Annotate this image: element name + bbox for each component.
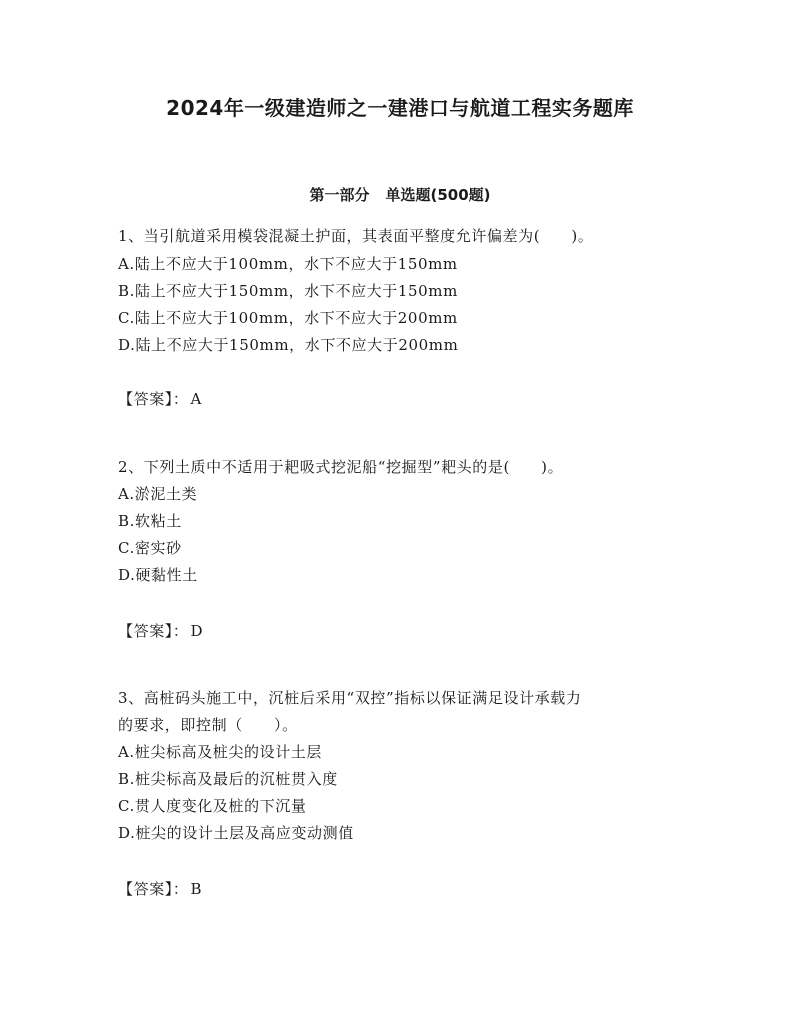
question-stem-line-1: 3、高桩码头施工中，沉桩后采用“双控”指标以保证满足设计承载力 [118,689,582,707]
option-c: C.陆上不应大于100mm，水下不应大于200mm [118,309,458,327]
option-a: A.桩尖标高及桩尖的设计土层 [118,743,323,761]
option-b: B.桩尖标高及最后的沉桩贯入度 [118,770,338,788]
answer-label: 【答案】： [118,880,189,898]
option-b: B.陆上不应大于150mm，水下不应大于150mm [118,282,458,300]
answer-line [118,388,688,410]
option-d: D.硬黏性土 [118,566,198,584]
section-heading [0,184,800,206]
answer-line [118,878,688,900]
answer-value: B [190,880,203,898]
answer-value: D [190,622,204,640]
answer-line [118,620,688,642]
question-stem: 2、下列土质中不适用于耙吸式挖泥船“挖掘型”耙头的是( )。 [118,458,564,476]
option-b: B.软粘土 [118,512,182,530]
option-d: D.桩尖的设计土层及高应变动测值 [118,824,354,842]
option-c: C.密实砂 [118,539,182,557]
answer-label: 【答案】： [118,390,189,408]
option-c: C.贯人度变化及桩的下沉量 [118,797,307,815]
question-stem: 1、当引航道采用模袋混凝土护面，其表面平整度允许偏差为( )。 [118,227,594,245]
section-part: 第一部分 [309,186,370,204]
option-d: D.陆上不应大于150mm，水下不应大于200mm [118,336,459,354]
answer-label: 【答案】： [118,622,189,640]
answer-value: A [190,390,202,408]
document-title: 2024年一级建造师之一建港口与航道工程实务题库 [166,96,634,120]
option-a: A.陆上不应大于100mm，水下不应大于150mm [118,255,458,273]
option-a: A.淤泥土类 [118,485,198,503]
section-type: 单选题(500题) [385,186,491,204]
question-stem-line-2: 的要求，即控制（ ）。 [118,716,298,734]
